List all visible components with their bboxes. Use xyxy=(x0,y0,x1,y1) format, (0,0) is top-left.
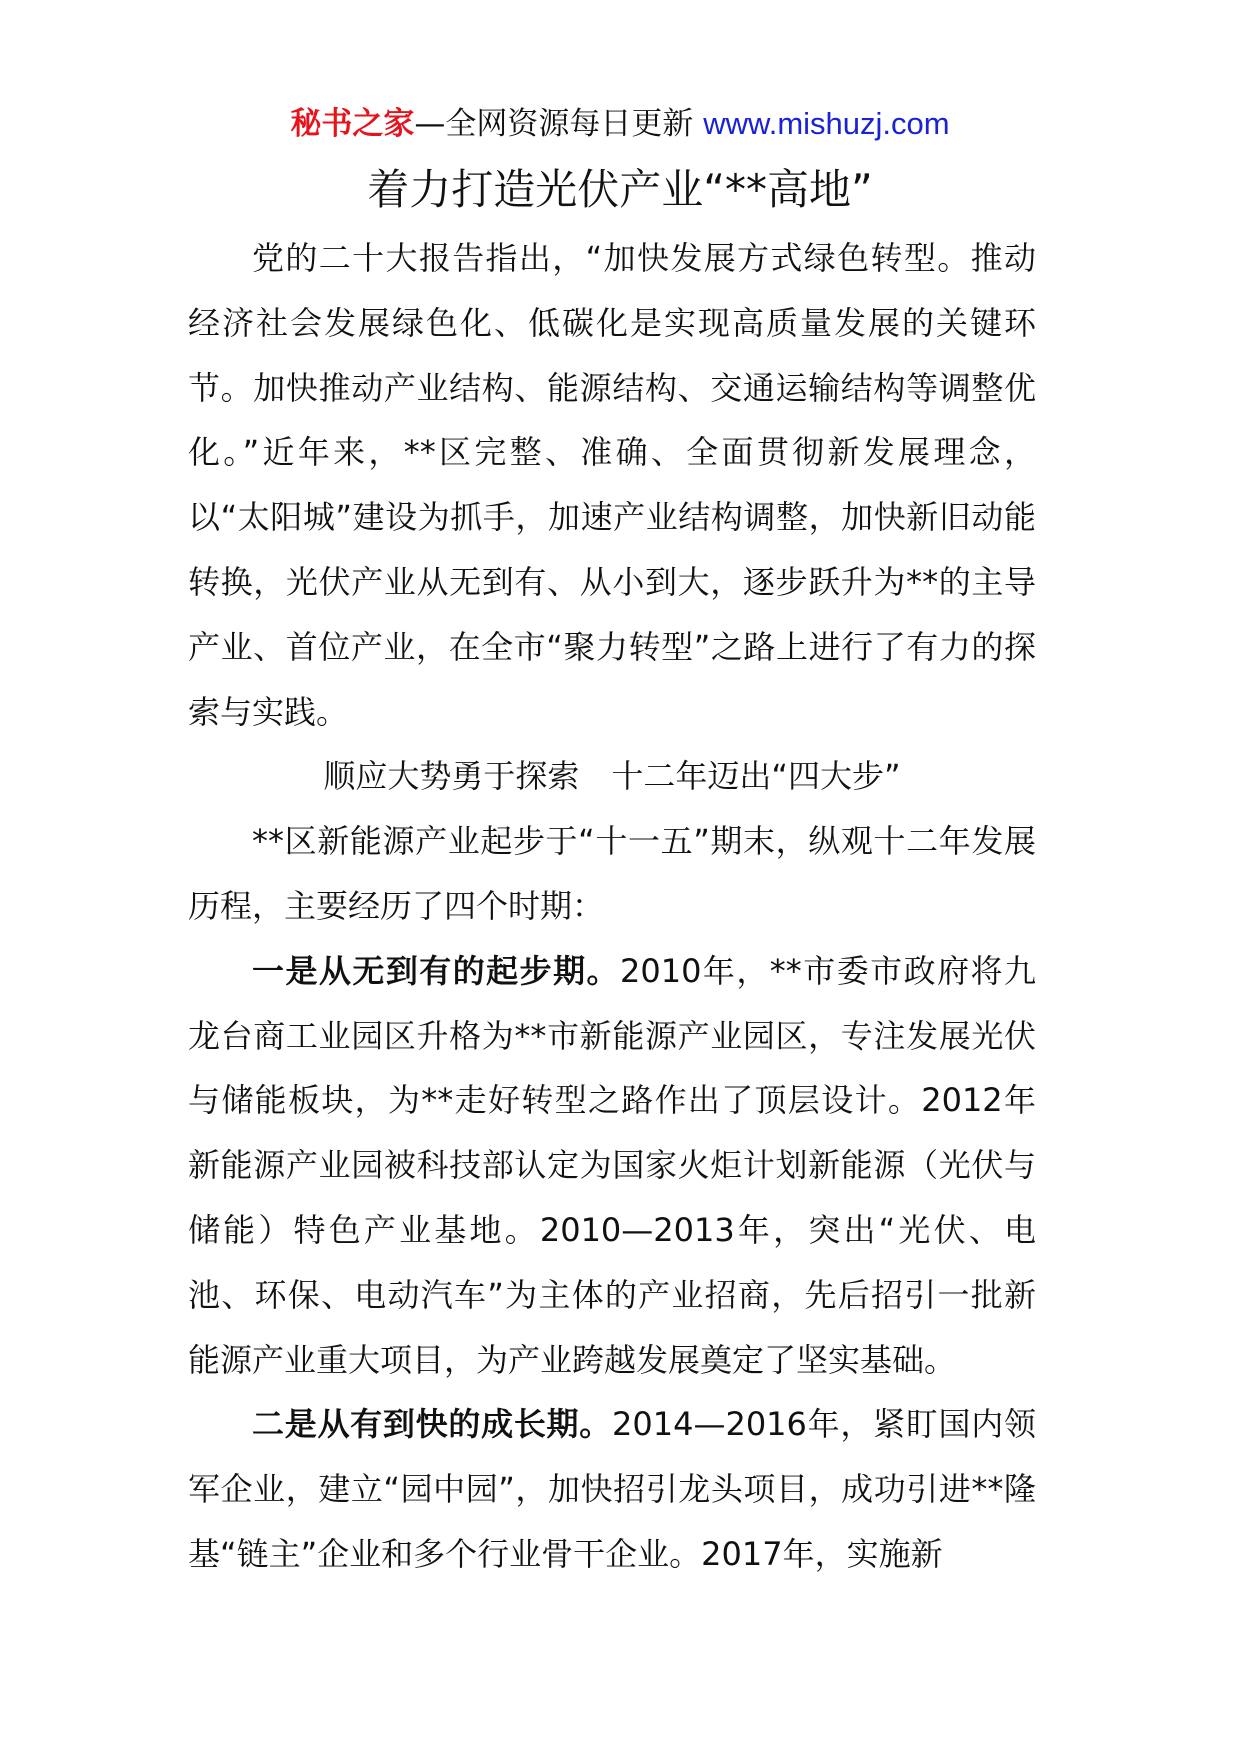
stage-one-paragraph xyxy=(188,939,1036,1393)
stage-one-text: 2010年，**市委市政府将九龙台商工业园区升格为**市新能源产业园区，专注发展光伏与储能板块，为**走好转型之路作出了顶层设计。2012年新能源产业园被科技部认定为国家火炬计划新能源（光伏与储能）特色产业基地。2010—2013年，突出“光伏、电池、环保、电动汽车”为主体的产业招商，先后招引一批新能源产业重大项目，为产业跨越发展奠定了坚实基础。 xyxy=(188,951,1036,1379)
stage-one-lead: 一是从无到有的起步期。 xyxy=(252,951,620,990)
section-intro-paragraph: **区新能源产业起步于“十一五”期末，纵观十二年发展历程，主要经历了四个时期： xyxy=(188,822,1036,925)
document-body xyxy=(188,226,1036,1587)
site-header xyxy=(0,100,1240,148)
stage-two-text: 2014—2016年，紧盯国内领军企业，建立“园中园”，加快招引龙头项目，成功引进**隆基“链主”企业和多个行业骨干企业。2017年，实施新 xyxy=(188,1405,1036,1573)
stage-two-lead: 二是从有到快的成长期。 xyxy=(252,1405,613,1444)
document-title: 着力打造光伏产业“**高地” xyxy=(367,165,873,214)
brand-name: 秘书之家 xyxy=(290,106,415,142)
intro-paragraph: 党的二十大报告指出，“加快发展方式绿色转型。推动经济社会发展绿色化、低碳化是实现高质量发展的关键环节。加快推动产业结构、能源结构、交通运输结构等调整优化。”近年来，**区完整、准确、全面贯彻新发展理念，以“太阳城”建设为抓手，加速产业结构调整，加快新旧动能转换，光伏产业从无到有、从小到大，逐步跃升为**的主导产业、首位产业，在全市“聚力转型”之路上进行了有力的探索与实践。 xyxy=(188,239,1036,731)
header-tagline: —全网资源每日更新 xyxy=(414,106,694,142)
site-url-link[interactable]: www.mishuzj.com xyxy=(703,106,950,141)
section-heading: 顺应大势勇于探索 十二年迈出“四大步” xyxy=(323,757,901,796)
stage-two-paragraph xyxy=(188,1392,1036,1586)
